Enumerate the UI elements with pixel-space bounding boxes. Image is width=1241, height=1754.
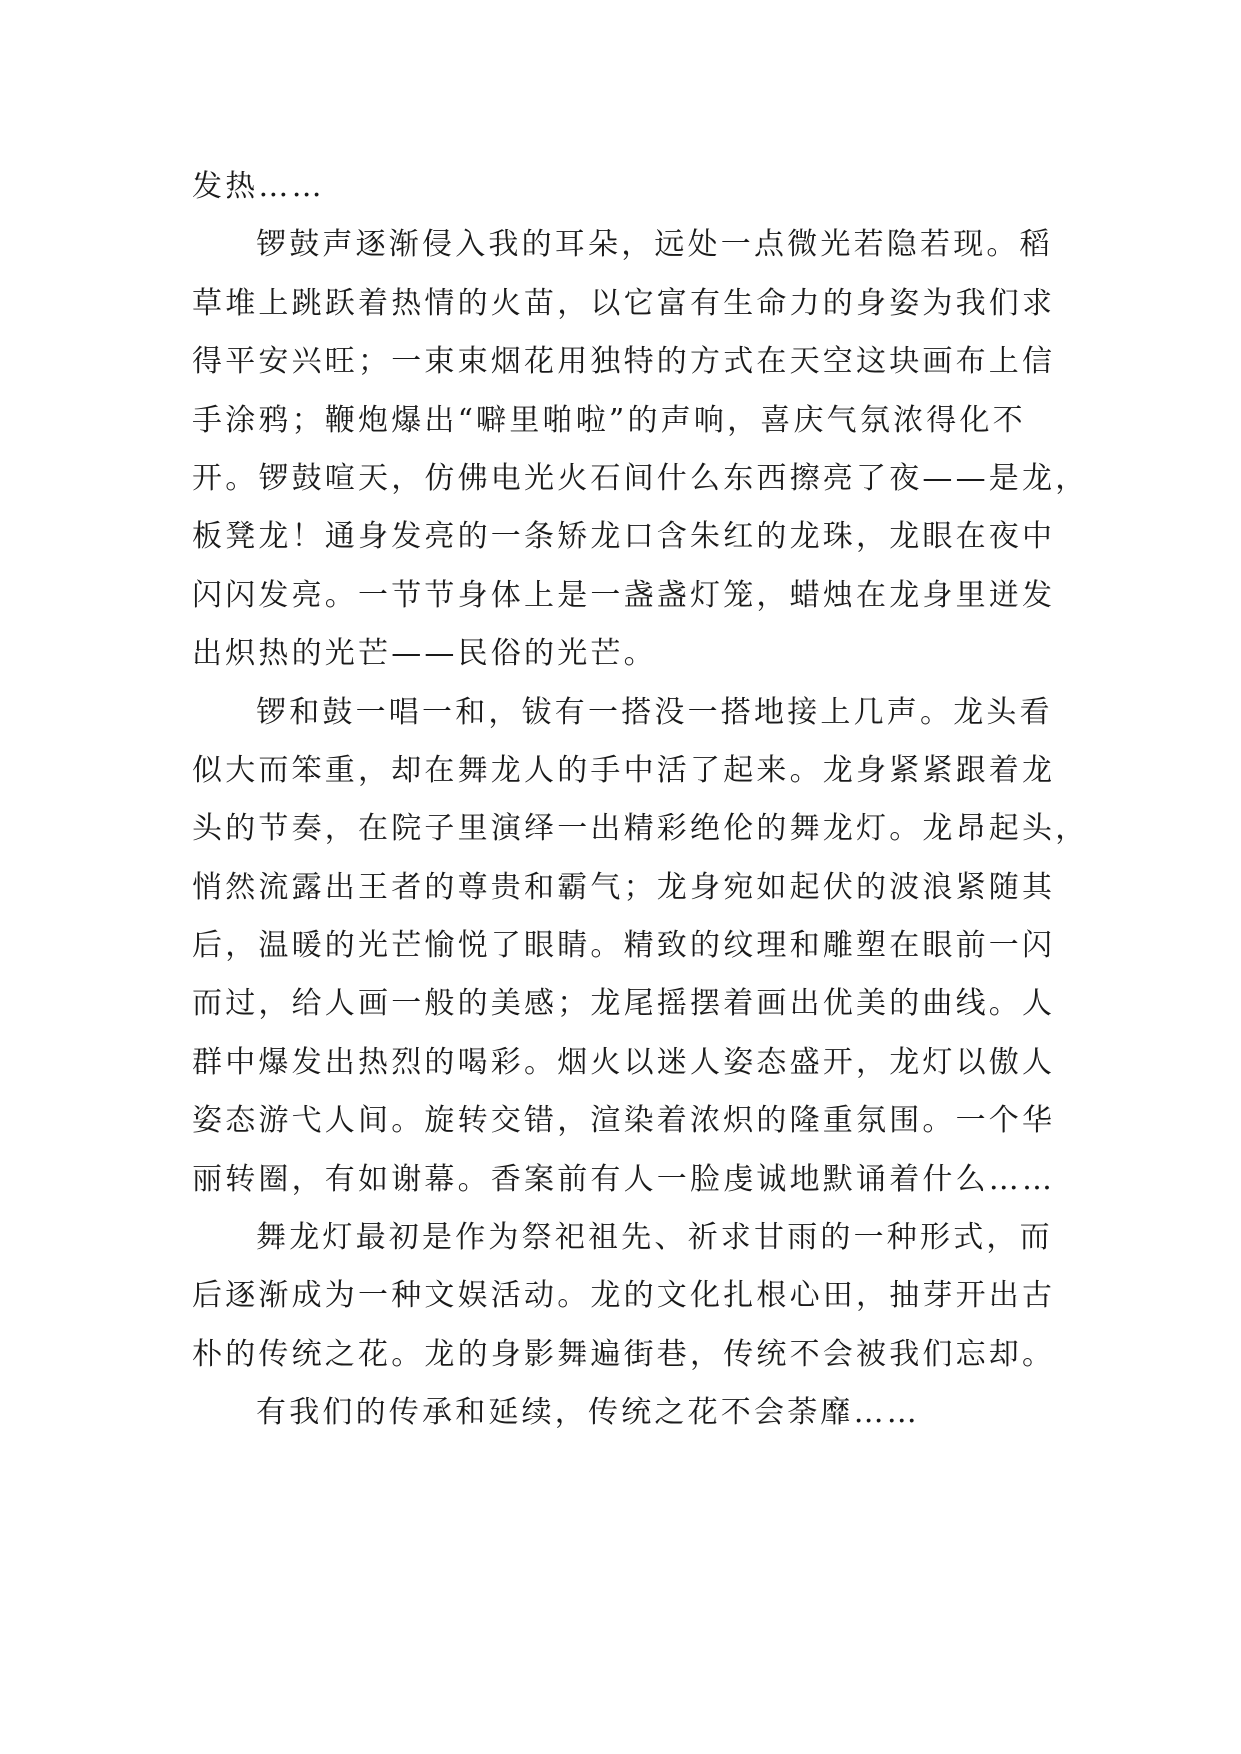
- text-line: 草堆上跳跃着热情的火苗，以它富有生命力的身姿为我们求: [192, 285, 1056, 321]
- text-line: 发热……: [192, 169, 325, 204]
- text-line: 锣和鼓一唱一和，钹有一搭没一搭地接上几声。龙头看: [256, 694, 1053, 730]
- text-line: 开。锣鼓喧天，仿佛电光火石间什么东西擦亮了夜——是龙，: [192, 460, 1089, 496]
- text-line: 舞龙灯最初是作为祭祀祖先、祈求甘雨的一种形式，而: [256, 1220, 1053, 1256]
- text-line: 似大而笨重，却在舞龙人的手中活了起来。龙身紧紧跟着龙: [192, 752, 1056, 788]
- text-line: 手涂鸦；鞭炮爆出“噼里啪啦”的声响，喜庆气氛浓得化不: [192, 402, 1026, 438]
- text-line: 后逐渐成为一种文娱活动。龙的文化扎根心田，抽芽开出古: [192, 1278, 1056, 1314]
- text-line: 锣鼓声逐渐侵入我的耳朵，远处一点微光若隐若现。稻: [256, 227, 1053, 263]
- text-line: 后，温暖的光芒愉悦了眼睛。精致的纹理和雕塑在眼前一闪: [192, 928, 1056, 964]
- text-line: 得平安兴旺；一束束烟花用独特的方式在天空这块画布上信: [192, 344, 1056, 380]
- essay-body: [192, 158, 1089, 1443]
- text-line: 丽转圈，有如谢幕。香案前有人一脸虔诚地默诵着什么……: [192, 1161, 1056, 1197]
- text-line: 闪闪发亮。一节节身体上是一盏盏灯笼，蜡烛在龙身里迸发: [192, 577, 1056, 613]
- text-line: 朴的传统之花。龙的身影舞遍街巷，传统不会被我们忘却。: [192, 1336, 1056, 1372]
- text-line: 而过，给人画一般的美感；龙尾摇摆着画出优美的曲线。人: [192, 986, 1056, 1022]
- text-line: 有我们的传承和延续，传统之花不会荼靡……: [256, 1395, 920, 1431]
- text-line: 姿态游弋人间。旋转交错，渲染着浓炽的隆重氛围。一个华: [192, 1103, 1056, 1139]
- text-line: 板凳龙！通身发亮的一条矫龙口含朱红的龙珠，龙眼在夜中: [192, 519, 1056, 555]
- text-line: 悄然流露出王者的尊贵和霸气；龙身宛如起伏的波浪紧随其: [192, 869, 1056, 905]
- text-line: 头的节奏，在院子里演绎一出精彩绝伦的舞龙灯。龙昂起头，: [192, 811, 1089, 847]
- text-line: 出炽热的光芒——民俗的光芒。: [192, 636, 657, 672]
- text-line: 群中爆发出热烈的喝彩。烟火以迷人姿态盛开，龙灯以傲人: [192, 1044, 1056, 1080]
